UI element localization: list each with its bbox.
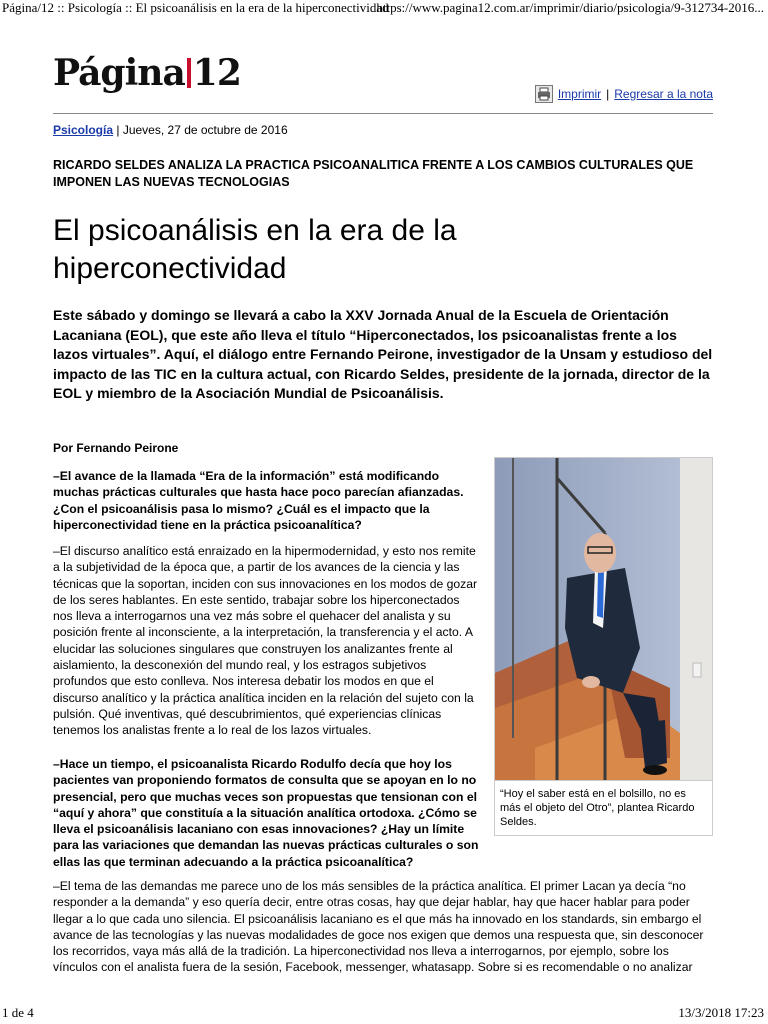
pagina12-logo bbox=[53, 52, 241, 94]
answer-1: –El discurso analítico está enraizado en la hipermodernidad, y esto nos remite a la subjetividad de la época que, a partir de los avances de la ciencia y las técnicas que la soportan, inciden con sus innovaciones en los modos de gozar de los seres hablantes. En este sentido, trabajar sobre los hiperconectados nos lleva a interrogarnos una vez más sobre el quehacer del analista y su posición frente al inconsciente, a la interpretación, la transferencia y el acto. A elucidar las soluciones singulares que construyen los analizantes frente al aislamiento, la desconexión del mundo real, y los estragos subjetivos profundos que esto conlleva. Nos interesa debatir los modos en que el discurso analítico y la práctica analítica inciden en la relación del sujeto con la pulsión. Qué inventivas, qué descubrimientos, qué experiencias clínicas tenemos los analistas frente a lo real de los lazos virtuales. bbox=[53, 544, 478, 738]
article-date: | Jueves, 27 de octubre de 2016 bbox=[116, 123, 288, 137]
question-2: –Hace un tiempo, el psicoanalista Ricardo Rodulfo decía que hoy los pacientes van proponiendo formatos de consulta que se apoyan en lo no presencial, pero que muchas veces son propuestas que tensionan con el “aquí y ahora” que constituía a la situación analítica ortodoxa. ¿Cómo se lleva el psicoanálisis lacaniano con esas innovaciones? ¿Hay un límite para las variaciones que demandan las nuevas prácticas culturales o son ellas las que terminan adecuando a la práctica psicoanalítica? bbox=[53, 757, 479, 869]
printer-icon[interactable] bbox=[535, 85, 553, 103]
print-header-url: https://www.pagina12.com.ar/imprimir/diario/psicologia/9-312734-2016... bbox=[376, 0, 764, 15]
logo-text-12: 12 bbox=[192, 52, 241, 94]
tools-separator: | bbox=[606, 87, 610, 101]
article-photo bbox=[494, 457, 713, 781]
header-divider bbox=[53, 113, 713, 114]
photo-caption: “Hoy el saber está en el bolsillo, no es más el objeto del Otro”, plantea Ricardo Seldes. bbox=[494, 781, 713, 836]
page-counter: 1 de 4 bbox=[2, 1005, 34, 1020]
logo-text-pagina: Página bbox=[53, 52, 185, 94]
print-header-title: Página/12 :: Psicología :: El psicoanálisis en la era de la hiperconectividad bbox=[2, 0, 389, 15]
print-tools bbox=[535, 85, 713, 103]
article-author: Por Fernando Peirone bbox=[53, 441, 179, 455]
print-header bbox=[0, 0, 768, 16]
article-kicker: RICARDO SELDES ANALIZA LA PRACTICA PSICOANALITICA FRENTE A LOS CAMBIOS CULTURALES QUE IMPONEN LAS NUEVAS TECNOLOGIAS bbox=[53, 158, 694, 189]
back-to-article-link[interactable]: Regresar a la nota bbox=[614, 87, 713, 101]
section-link[interactable]: Psicología bbox=[53, 123, 114, 137]
print-timestamp: 13/3/2018 17:23 bbox=[678, 1005, 764, 1020]
article-meta bbox=[53, 123, 288, 137]
logo-bar bbox=[187, 58, 191, 88]
print-link[interactable]: Imprimir bbox=[557, 87, 602, 101]
article-title: El psicoanálisis en la era de la hiperconectividad bbox=[53, 214, 457, 285]
article-lead: Este sábado y domingo se llevará a cabo la XXV Jornada Anual de la Escuela de Orientación Lacaniana (EOL), que este año lleva el título “Hiperconectados, los psicoanalistas frente a los lazos virtuales”. Aquí, el diálogo entre Fernando Peirone, investigador de la Unsam y estudioso del impacto de las TIC en la cultura actual, con Ricardo Seldes, presidente de la jornada, director de la EOL y miembro de la Asociación Mundial de Psicoanálisis. bbox=[53, 307, 713, 401]
question-1: –El avance de la llamada “Era de la información” está modificando muchas prácticas culturales que hasta hace poco parecían afianzadas. ¿Con el psicoanálisis pasa lo mismo? ¿Cuál es el impacto que la hiperconectividad tiene en la práctica psicoanalítica? bbox=[53, 469, 464, 532]
answer-2: –El tema de las demandas me parece uno de los más sensibles de la práctica analítica. El primer Lacan ya decía “no responder a la demanda” y eso quería decir, entre otras cosas, hay que dejar hablar, hay que hacer hablar para poder llegar a lo que cada uno silencia. El psicoanálisis lacaniano es el que más ha innovado en los standards, sin embargo el avance de las tecnologías y las nuevas modalidades de goce nos exigen que demos una respuesta que, sin desconocer los recorridos, vaya más allá de la tradición. La hiperconectividad nos lleva a interrogarnos, por ejemplo, sobre los vínculos con el analista fuera de la sesión, Facebook, messenger, whatasapp. Sobre si es recomendable o no analizar bbox=[53, 879, 704, 975]
photo-illustration bbox=[495, 458, 713, 781]
print-footer bbox=[0, 1005, 768, 1021]
